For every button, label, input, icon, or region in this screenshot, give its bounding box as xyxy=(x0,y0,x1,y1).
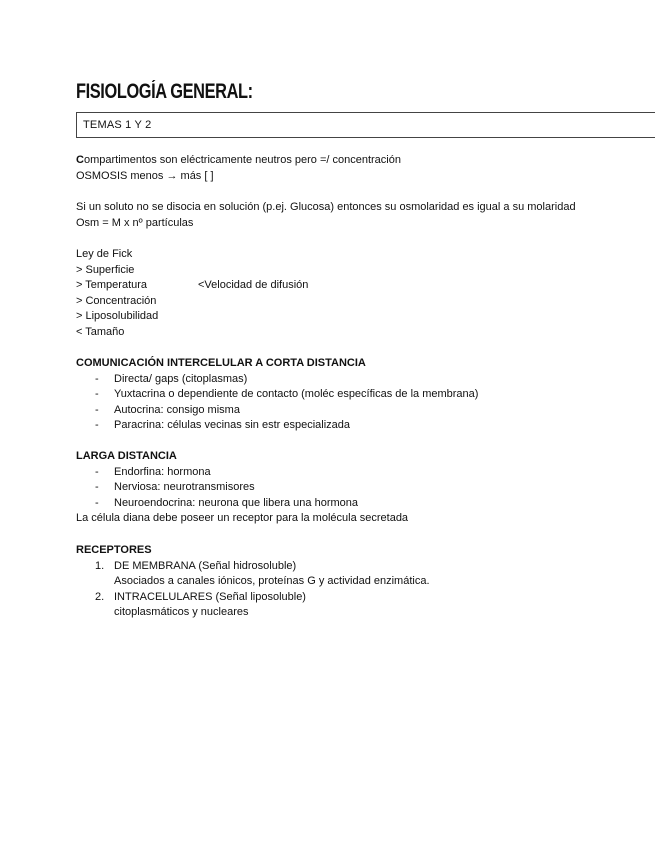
list-bullet: - xyxy=(95,496,99,509)
receptor-label: DE MEMBRANA (Señal hidrosoluble) xyxy=(114,559,297,572)
receptor-number: 2. xyxy=(95,590,105,603)
long-distance-note: La célula diana debe poseer un receptor para la molécula secretada xyxy=(76,512,409,524)
fick-block xyxy=(76,247,476,340)
document-title: FISIOLOGÍA GENERAL: xyxy=(76,80,253,103)
intro-first-letter: C xyxy=(76,154,84,166)
intro-line-2: OSMOSIS menos → más [ ] xyxy=(76,169,214,182)
receptor-detail: Asociados a canales iónicos, proteínas G y actividad enzimática. xyxy=(114,575,430,587)
list-item-text: Endorfina: hormona xyxy=(114,465,211,478)
list-item-text: Directa/ gaps (citoplasmas) xyxy=(114,372,248,385)
receptor-label: INTRACELULARES (Señal liposoluble) xyxy=(114,590,306,603)
receptor-item xyxy=(76,559,430,575)
receptors-block xyxy=(76,543,430,621)
fick-item: < Tamaño xyxy=(76,325,125,338)
list-bullet: - xyxy=(95,372,99,385)
solute-line-2: Osm = M x nº partículas xyxy=(76,216,194,229)
list-item xyxy=(76,465,408,481)
list-bullet: - xyxy=(95,388,99,400)
fick-item-row xyxy=(76,278,476,294)
list-item-text: Paracrina: células vecinas sin estr especializada xyxy=(114,419,351,431)
fick-item: > Temperatura xyxy=(76,279,148,291)
list-item xyxy=(76,480,408,496)
solute-block xyxy=(76,200,576,231)
list-bullet: - xyxy=(95,419,99,431)
subject-box xyxy=(76,112,655,138)
long-distance-heading: LARGA DISTANCIA xyxy=(76,450,177,462)
fick-item: > Concentración xyxy=(76,294,157,307)
list-item-text: Nerviosa: neurotransmisores xyxy=(114,481,255,493)
fick-side-note: <Velocidad de difusión xyxy=(198,279,309,291)
fick-item: > Liposolubilidad xyxy=(76,310,159,322)
list-item-text: Neuroendocrina: neurona que libera una hormona xyxy=(114,496,359,509)
list-bullet: - xyxy=(95,481,99,493)
short-distance-block xyxy=(76,356,478,434)
list-item xyxy=(76,372,478,388)
list-item-text: Yuxtacrina o dependiente de contacto (moléc específicas de la membrana) xyxy=(114,388,479,400)
list-item xyxy=(76,418,478,434)
subject-label: TEMAS 1 Y 2 xyxy=(83,119,152,131)
intro-block xyxy=(76,153,401,184)
receptors-heading: RECEPTORES xyxy=(76,544,152,556)
list-bullet: - xyxy=(95,465,99,478)
solute-line-1: Si un soluto no se disocia en solución (p.ej. Glucosa) entonces su osmolaridad es igual a su molaridad xyxy=(76,201,576,213)
list-item xyxy=(76,403,478,419)
receptor-number: 1. xyxy=(95,559,105,572)
intro-line-1 xyxy=(76,153,401,169)
intro-line-1-rest: ompartimentos son eléctricamente neutros pero =/ concentración xyxy=(83,154,401,166)
long-distance-block xyxy=(76,449,408,527)
short-distance-heading: COMUNICACIÓN INTERCELULAR A CORTA DISTANCIA xyxy=(76,357,366,369)
list-item xyxy=(76,387,478,403)
fick-item: > Superficie xyxy=(76,263,135,276)
fick-heading: Ley de Fick xyxy=(76,248,133,260)
list-item xyxy=(76,496,408,512)
receptor-detail: citoplasmáticos y nucleares xyxy=(114,606,249,618)
list-bullet: - xyxy=(95,403,99,416)
list-item-text: Autocrina: consigo misma xyxy=(114,403,240,416)
receptor-item xyxy=(76,590,430,606)
